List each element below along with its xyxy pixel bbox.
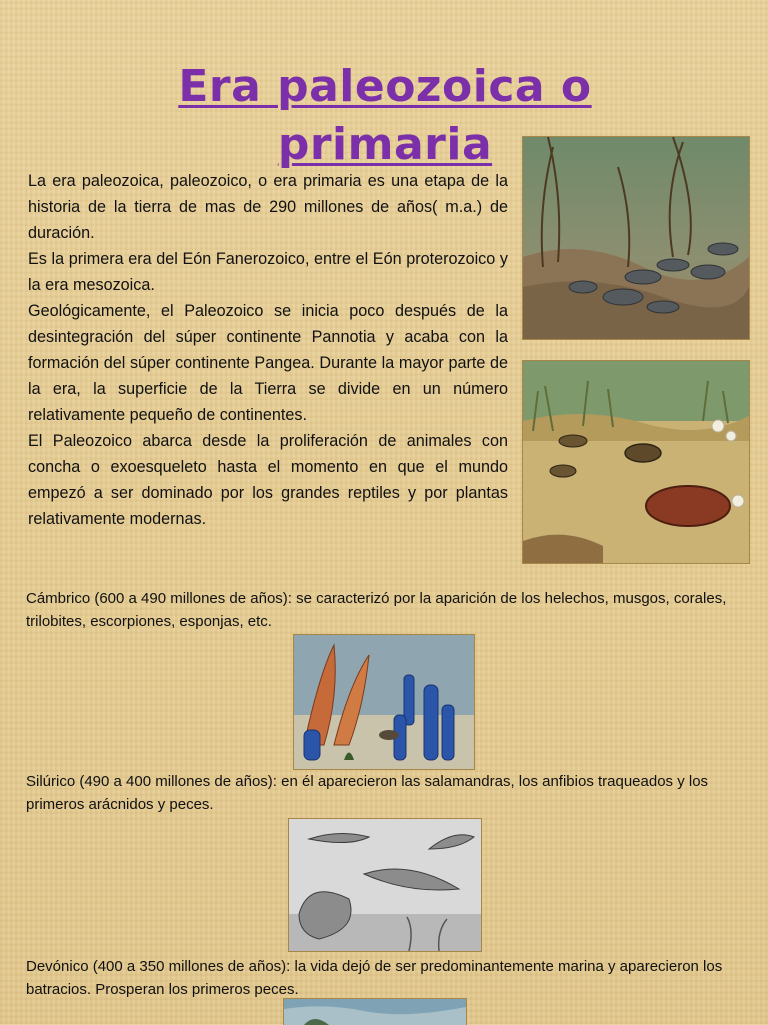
intro-text: [28, 168, 508, 532]
devonian-illustration: [283, 998, 467, 1025]
seabed-trilobites-illustration: [522, 360, 750, 564]
trilobite-seafloor-illustration: [522, 136, 750, 340]
silurian-fish-illustration: [288, 818, 482, 952]
cambrian-seascape-illustration: [293, 634, 475, 770]
intro-paragraph: Geológicamente, el Paleozoico se inicia poco después de la desintegración del súper continente Pannotia y acaba con la formación del súper continente Pangea. Durante la mayor parte de la era, la superficie de la Tierra se divide en un número relativamente pequeño de continentes.: [28, 302, 508, 424]
period-devonico: Devónico (400 a 350 millones de años): la vida dejó de ser predominantemente marina y aparecieron los batracios. Prosperan los primeros peces.: [26, 958, 723, 998]
period-silurico: Silúrico (490 a 400 millones de años): en él aparecieron las salamandras, los anfibios traqueados y los primeros arácnidos y peces.: [26, 773, 709, 813]
intro-paragraph: La era paleozoica, paleozoico, o era primaria es una etapa de la historia de la tierra de mas de 290 millones de años( m.a.) de duración.: [28, 172, 508, 242]
intro-paragraph: El Paleozoico abarca desde la proliferación de animales con concha o exoesqueleto hasta el momento en que el mundo empezó a ser dominado por los grandes reptiles y por plantas relativamente modernas.: [28, 432, 508, 528]
intro-paragraph: Es la primera era del Eón Fanerozoico, entre el Eón proterozoico y la era mesozoica.: [28, 250, 508, 294]
period-cambrico: Cámbrico (600 a 490 millones de años): se caracterizó por la aparición de los helechos, musgos, corales, trilobites, escorpiones, esponjas, etc.: [26, 590, 727, 630]
page-title: Era paleozoica o primaria: [178, 61, 592, 170]
